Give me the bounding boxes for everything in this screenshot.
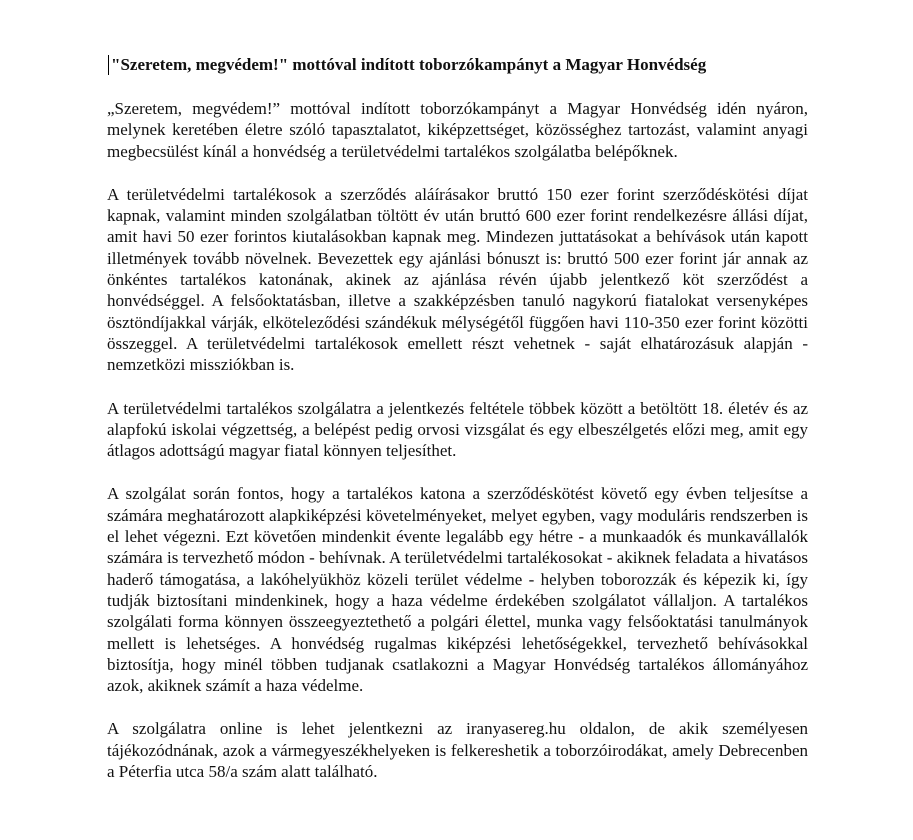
- title-row: [107, 53, 808, 77]
- paragraph-requirements: A területvédelmi tartalékos szolgálatra a jelentkezés feltétele többek között a betöltött 18. életév és az alapfokú iskolai végzettség, a belépést pedig orvosi vizsgálat és egy elbeszélgetés előzi meg, amit egy átlagos adottságú magyar fiatal könnyen teljesíthet.: [107, 398, 808, 461]
- paragraph-application: A szolgálatra online is lehet jelentkezni az iranyasereg.hu oldalon, de akik személyesen tájékozódnának, azok a vármegyeszékhelyeken is felkereshetik a toborzóirodákat, amely Debrecenben a Péterfia utca 58/a szám alatt található.: [107, 719, 808, 782]
- document-title: "Szeretem, megvédem!" mottóval indított toborzókampányt a Magyar Honvédség: [111, 55, 707, 74]
- paragraph-service: A szolgálat során fontos, hogy a tartalékos katona a szerződéskötést követő egy évben teljesítse a számára meghatározott alapkiképzési követelményeket, melyet egyben, vagy moduláris rendszerben is el lehet végezni. Ezt követően mindenkit évente legalább egy hétre - a munkaadók és munkavállalók számára is tervezhető módon - behívnak. A területvédelmi tartalékosokat - akiknek feladata a hivatásos haderő támogatása, a lakóhelyükhöz közeli terület védelme - helyben toborozzák és képezik ki, így tudják biztosítani mindenkinek, hogy a haza védelme érdekében szolgálatot vállaljon. A tartalékos szolgálati forma könnyen összeegyeztethető a polgári élettel, munka vagy felsőoktatási tanulmányok mellett is lehetséges. A honvédség rugalmas kiképzési lehetőségekkel, tervezhető behívásokkal biztosítja, hogy minél többen tudjanak csatlakozni a Magyar Honvédség tartalékos állományához azok, akiknek számít a haza védelme.: [107, 484, 808, 696]
- paragraph-benefits: A területvédelmi tartalékosok a szerződés aláírásakor bruttó 150 ezer forint szerződéskötési díjat kapnak, valamint minden szolgálatban töltött év után bruttó 600 ezer forint rendelkezésre állási díjat, amit havi 50 ezer forintos kiutalásokban kapnak meg. Mindezen juttatásokat a behívások után kapott illetmények tovább növelnek. Bevezettek egy ajánlási bónuszt is: bruttó 500 ezer forint jár annak az önkéntes tartalékos katonának, akinek az ajánlása révén újabb jelentkező köt szerződést a honvédséggel. A felsőoktatásban, illetve a szakképzésben tanuló nagykorú fiatalokat versenyképes ösztöndíjakkal várják, elköteleződési szándékuk mélységétől függően havi 110-350 ezer forint közötti összeggel. A területvédelmi tartalékosok emellett részt vehetnek - saját elhatározásuk alapján - nemzetközi missziókban is.: [107, 184, 808, 375]
- document-page: [107, 53, 808, 804]
- paragraph-intro: „Szeretem, megvédem!” mottóval indított toborzókampányt a Magyar Honvédség idén nyáron, melynek keretében életre szóló tapasztalatot, kiképzettséget, közösséghez tartozást, valamint anyagi megbecsülést kínál a honvédség a területvédelmi tartalékos szolgálatba belépőknek.: [107, 99, 808, 161]
- text-cursor: [108, 55, 109, 75]
